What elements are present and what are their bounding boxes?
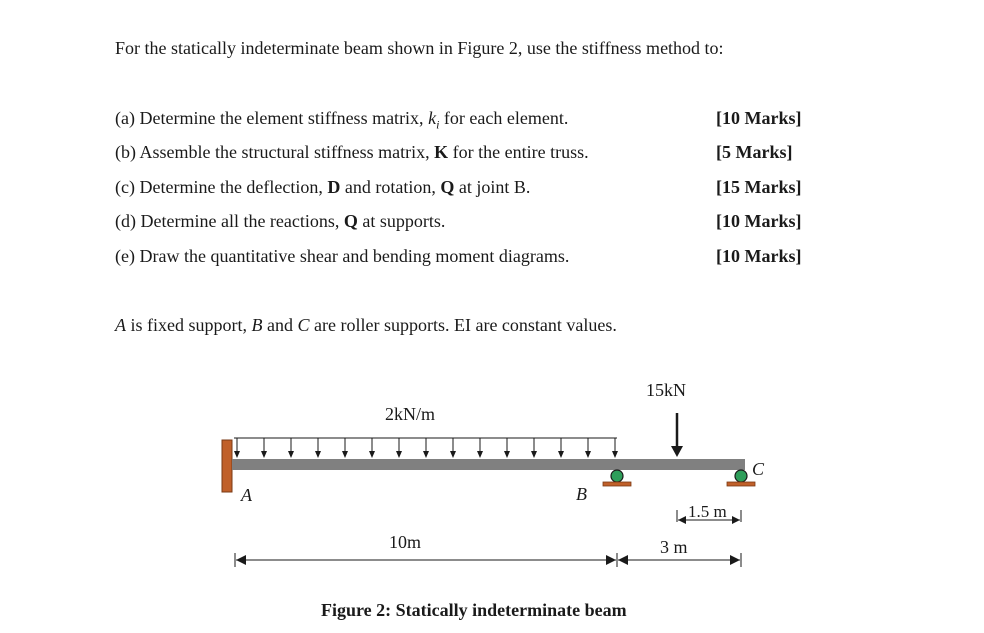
support-note-text-3: are roller supports. EI are constant values. (309, 315, 617, 335)
support-note-c: C (297, 315, 310, 335)
point-load-label: 15kN (646, 380, 686, 400)
marks-b: [5 Marks] (716, 142, 793, 162)
dim-load-arrow-left-icon (678, 516, 686, 524)
udl-arrow-head-icon (396, 451, 402, 458)
udl-arrow-head-icon (504, 451, 510, 458)
question-d-prefix: (d) Determine all the reactions, (115, 211, 344, 231)
dim-ab-arrow-right-icon (606, 555, 616, 565)
question-c-mid: and rotation, (340, 177, 441, 197)
udl-arrow-head-icon (585, 451, 591, 458)
udl-arrow-head-icon (558, 451, 564, 458)
dim-bc-label: 3 m (660, 537, 688, 557)
question-a-symbol: k (428, 108, 437, 128)
udl-arrow-head-icon (288, 451, 294, 458)
label-a: A (241, 485, 252, 505)
label-c: C (752, 459, 765, 479)
dim-bc-arrow-left-icon (618, 555, 628, 565)
question-c-symbol-q: Q (440, 177, 455, 197)
udl-arrow-head-icon (234, 451, 240, 458)
beam (232, 459, 745, 470)
dim-load-label: 1.5 m (688, 502, 727, 521)
question-d-suffix: at supports. (357, 211, 446, 231)
roller-plate-b (603, 482, 631, 486)
question-a-subscript: i (436, 117, 440, 132)
dim-ab-arrow-left-icon (236, 555, 246, 565)
udl-arrow-head-icon (612, 451, 618, 458)
support-note-b: B (251, 315, 263, 335)
marks-e: [10 Marks] (716, 246, 802, 266)
question-e: (e) Draw the quantitative shear and bending moment diagrams. (115, 246, 570, 266)
udl-arrow-head-icon (261, 451, 267, 458)
question-c-prefix: (c) Determine the deflection, (115, 177, 328, 197)
question-b-prefix: (b) Assemble the structural stiffness matrix, (115, 142, 435, 162)
question-c-suffix: at joint B. (454, 177, 531, 197)
roller-plate-c (727, 482, 755, 486)
roller-c (735, 470, 747, 482)
udl-arrow-head-icon (450, 451, 456, 458)
point-load-arrow-icon (671, 446, 683, 457)
dim-load-arrow-right-icon (732, 516, 740, 524)
question-b-suffix: for the entire truss. (448, 142, 589, 162)
question-d-symbol: Q (343, 211, 358, 231)
udl-arrow-head-icon (423, 451, 429, 458)
question-a-prefix: (a) Determine the element stiffness matrix, (115, 108, 429, 128)
fixed-wall-a (222, 440, 232, 492)
intro-text: For the statically indeterminate beam shown in Figure 2, use the stiffness method to: (115, 38, 724, 58)
udl-arrow-head-icon (531, 451, 537, 458)
marks-a: [10 Marks] (716, 108, 802, 128)
roller-b (611, 470, 623, 482)
udl-arrows (234, 438, 618, 458)
support-note-text-2: and (262, 315, 298, 335)
label-b: B (576, 484, 587, 504)
udl-arrow-head-icon (369, 451, 375, 458)
support-note-a: A (115, 315, 126, 335)
udl-arrow-head-icon (342, 451, 348, 458)
figure-caption: Figure 2: Statically indeterminate beam (321, 600, 627, 620)
marks-c: [15 Marks] (716, 177, 802, 197)
question-b-symbol: K (434, 142, 449, 162)
udl-label: 2kN/m (385, 404, 436, 424)
udl-arrow-head-icon (477, 451, 483, 458)
question-c-symbol-d: D (327, 177, 341, 197)
dim-bc-arrow-right-icon (730, 555, 740, 565)
question-a-suffix: for each element. (439, 108, 569, 128)
udl-arrow-head-icon (315, 451, 321, 458)
marks-d: [10 Marks] (716, 211, 802, 231)
dim-ab-label: 10m (389, 532, 422, 552)
support-note-text-1: is fixed support, (126, 315, 252, 335)
